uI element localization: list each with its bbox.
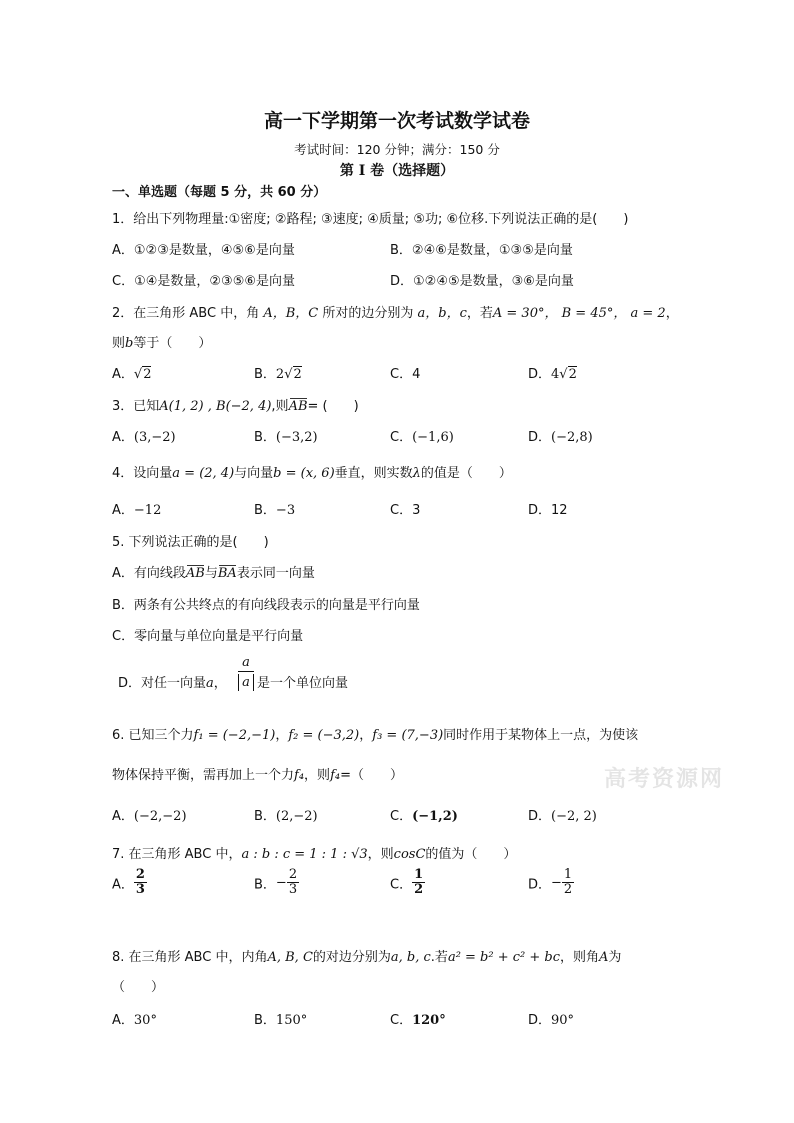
- unit-vector-fraction: a a: [238, 654, 254, 691]
- question-1-option-b: B．②④⑥是数量，①③⑤是向量: [390, 243, 573, 258]
- question-7-option-a: A． $\frac{2}{3}$: [112, 867, 145, 898]
- question-7-option-c: C． $\frac{1}{2}$: [390, 867, 424, 898]
- question-7-option-d: D．− $\frac{1}{2}$: [528, 867, 573, 898]
- question-1-stem: 1．给出下列物理量:①密度; ②路程; ③速度; ④质量; ⑤功; ⑥位移.下列说法正确的是( ): [112, 212, 629, 227]
- question-6-stem-line2: 物体保持平衡，需再加上一个力f₄，则f₄=（ ）: [112, 768, 403, 783]
- question-4-option-a: A．−12: [112, 503, 162, 518]
- question-6-stem: 6. 已知三个力f₁ = (−2,−1)，f₂ = (−3,2)，f₃ = (7,−3)同时作用于某物体上一点，为使该: [112, 728, 639, 743]
- question-8-option-d: D．90°: [528, 1013, 575, 1028]
- question-6-option-a: A．(−2,−2): [112, 809, 187, 824]
- question-3-option-a: A．(3,−2): [112, 430, 176, 445]
- question-4-option-b: B．−3: [254, 503, 296, 518]
- question-8-paren: （ ）: [112, 980, 165, 995]
- question-2-option-d: D．4√2: [528, 367, 577, 382]
- question-2-option-b: B．2√2: [254, 367, 302, 382]
- question-5-option-d-tail: 是一个单位向量: [257, 676, 349, 691]
- vector-ab: AB: [288, 399, 308, 414]
- question-3-option-c: C．(−1,6): [390, 430, 454, 445]
- question-1-option-d: D．①②④⑤是数量，③⑥是向量: [390, 274, 574, 289]
- question-8-option-b: B．150°: [254, 1013, 308, 1028]
- question-7-option-b: B．− $\frac{2}{3}$: [254, 867, 298, 898]
- part-heading: 第 I 卷（选择题）: [339, 163, 455, 179]
- exam-meta: 考试时间：120 分钟；满分：150 分: [294, 142, 500, 157]
- question-5-option-d: D．对任一向量a，: [118, 676, 227, 691]
- section-heading: 一、单选题（每题 5 分，共 60 分）: [112, 185, 327, 200]
- question-3-option-d: D．(−2,8): [528, 430, 593, 445]
- question-4-stem: 4．设向量a = (2, 4)与向量b = (x, 6)垂直，则实数λ的值是（ ）: [112, 466, 512, 481]
- question-8-option-a: A．30°: [112, 1013, 157, 1028]
- question-7-stem: 7. 在三角形 ABC 中，a : b : c = 1 : 1 : √3，则cosC的值为（ ）: [112, 847, 517, 862]
- question-8-option-c: C．120°: [390, 1013, 446, 1028]
- question-2-condition: A = 30°， B = 45°， a = 2: [492, 306, 666, 321]
- question-2-stem: 2．在三角形 ABC 中，角 A，B，C 所对的边分别为 a，b，c，若A = 30°， B = 45°， a = 2，: [112, 306, 679, 321]
- question-3-stem: 3．已知A(1, 2) , B(−2, 4),则AB= ( ): [112, 399, 359, 414]
- question-5-option-a: A．有向线段AB与BA表示同一向量: [112, 566, 315, 581]
- exam-title: 高一下学期第一次考试数学试卷: [263, 110, 530, 132]
- question-4-option-d: D．12: [528, 503, 568, 518]
- question-2-option-a: A．√2: [112, 367, 152, 382]
- question-1-option-a: A．①②③是数量，④⑤⑥是向量: [112, 243, 295, 258]
- watermark: 高考资源网: [604, 767, 725, 792]
- question-1-option-c: C．①④是数量，②③⑤⑥是向量: [112, 274, 296, 289]
- question-6-option-b: B．(2,−2): [254, 809, 318, 824]
- question-6-option-c: C．(−1,2): [390, 809, 458, 824]
- question-8-stem: 8. 在三角形 ABC 中，内角A, B, C的对边分别为a, b, c.若a² = b² + c² + bc，则角A为: [112, 950, 622, 965]
- question-2-stem-line2: 则b等于（ ）: [112, 336, 212, 351]
- question-5-option-c: C．零向量与单位向量是平行向量: [112, 629, 304, 644]
- question-5-option-b: B．两条有公共终点的有向线段表示的向量是平行向量: [112, 598, 420, 613]
- question-5-stem: 5. 下列说法正确的是( ): [112, 535, 269, 550]
- question-6-option-d: D．(−2, 2): [528, 809, 597, 824]
- question-2-option-c: C．4: [390, 367, 421, 382]
- question-3-option-b: B．(−3,2): [254, 430, 318, 445]
- question-4-option-c: C．3: [390, 503, 421, 518]
